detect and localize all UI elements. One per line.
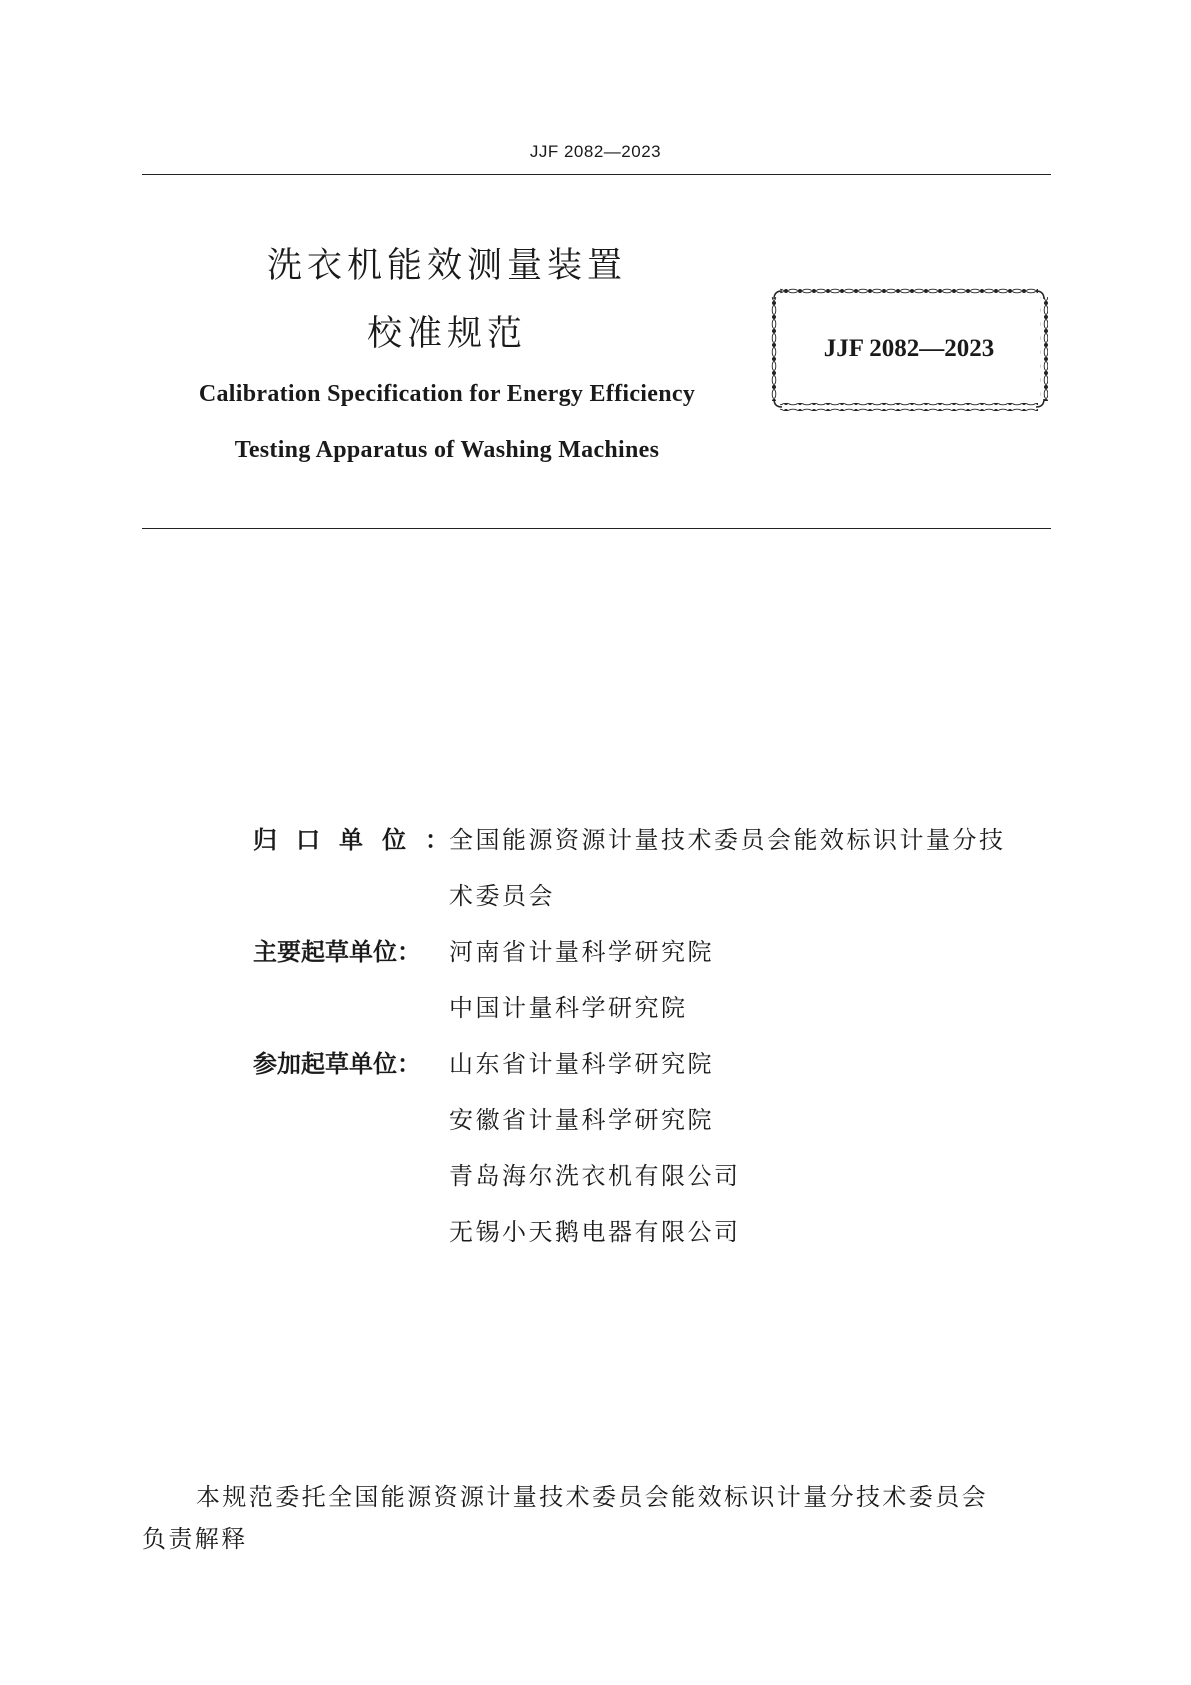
responsible-unit-row: [253, 820, 1006, 860]
participating-drafters-row: [253, 1044, 714, 1084]
interpretation-note: [142, 1476, 1052, 1560]
main-drafters-label: 主要起草单位：: [253, 938, 421, 966]
interpretation-note-line-2: 负责解释: [142, 1525, 248, 1553]
title-chinese-line-1: 洗衣机能效测量装置: [266, 246, 627, 286]
main-drafters-row: [253, 932, 714, 972]
standard-code: JJF 2082—2023: [823, 335, 995, 362]
header-divider: [142, 174, 1051, 175]
responsible-unit-line-2: 术委员会: [449, 882, 555, 910]
standard-code-box: [770, 287, 1048, 411]
participating-drafter-1: 山东省计量科学研究院: [449, 1050, 714, 1078]
responsible-unit-line-1: 全国能源资源计量技术委员会能效标识计量分技: [449, 826, 1006, 854]
title-english-line-1: Calibration Specification for Energy Efficiency: [198, 381, 696, 407]
participating-drafter-2: 安徽省计量科学研究院: [449, 1106, 714, 1134]
participating-drafter-3: 青岛海尔洗衣机有限公司: [449, 1162, 741, 1190]
main-drafter-2: 中国计量科学研究院: [449, 994, 688, 1022]
title-divider: [142, 528, 1051, 529]
responsible-unit-label: 归口单位：: [253, 826, 468, 854]
participating-drafter-4: 无锡小天鹅电器有限公司: [449, 1218, 741, 1246]
participating-drafters-label: 参加起草单位：: [253, 1050, 421, 1078]
main-drafter-1: 河南省计量科学研究院: [449, 938, 714, 966]
title-chinese-line-2: 校准规范: [366, 314, 527, 354]
title-english-line-2: Testing Apparatus of Washing Machines: [234, 437, 660, 463]
interpretation-note-line-1: 本规范委托全国能源资源计量技术委员会能效标识计量分技术委员会: [196, 1483, 988, 1511]
header-document-code: JJF 2082—2023: [529, 142, 662, 161]
